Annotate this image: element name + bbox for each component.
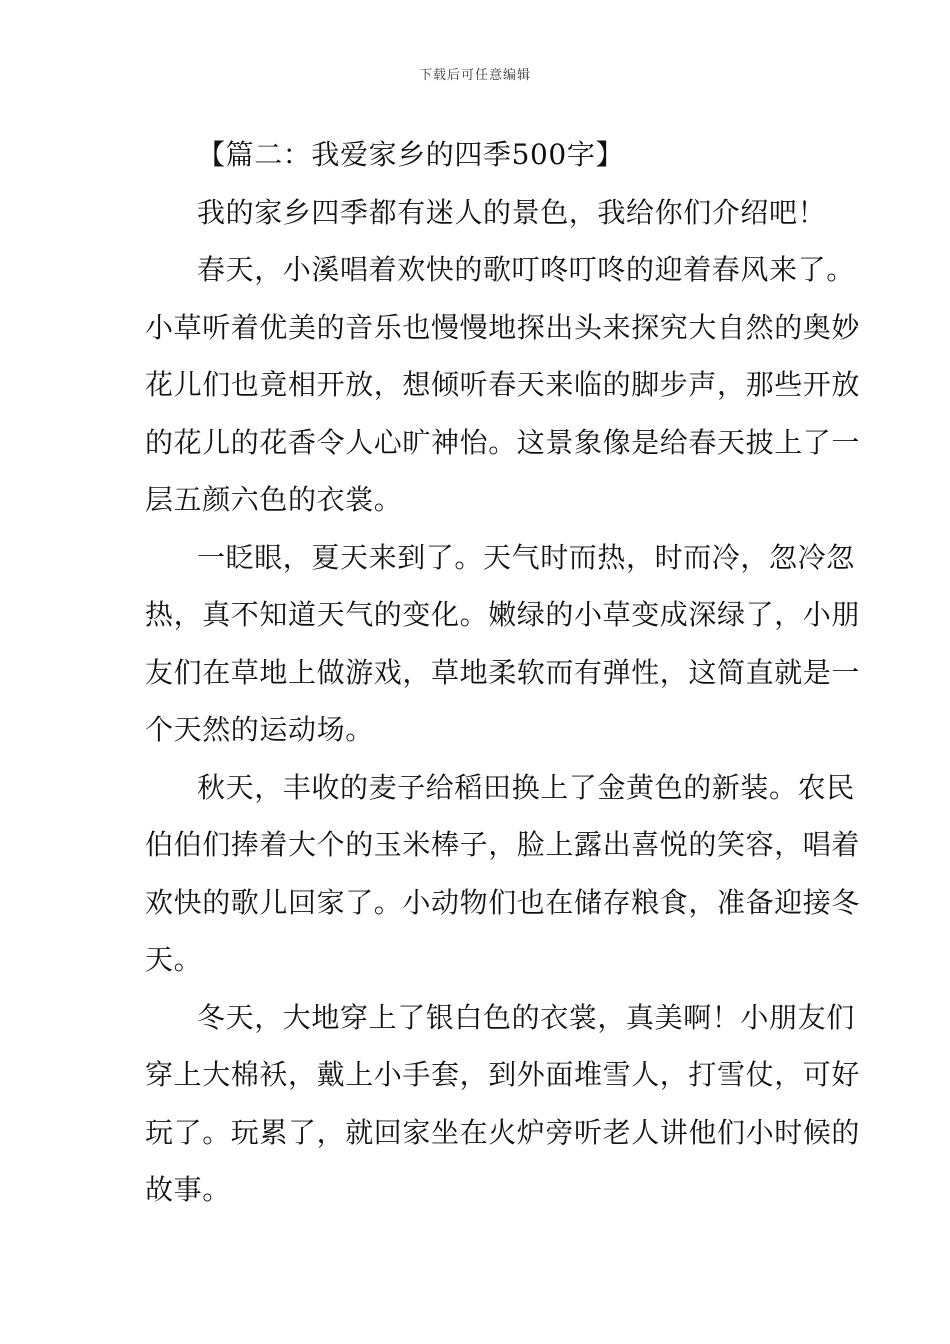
paragraph-summer-line: 个天然的运动场。 (145, 713, 374, 746)
paragraph-spring-line: 花儿们也竟相开放，想倾听春天来临的脚步声，那些开放 (145, 368, 861, 401)
paragraph-spring-line: 层五颜六色的衣裳。 (145, 483, 403, 516)
paragraph-winter-line: 故事。 (145, 1173, 231, 1206)
paragraph-summer-line: 热，真不知道天气的变化。嫩绿的小草变成深绿了，小朋 (145, 598, 861, 631)
paragraph-spring-line: 小草听着优美的音乐也慢慢地探出头来探究大自然的奥妙 (145, 310, 861, 344)
paragraph-summer-line: 一眨眼，夏天来到了。天气时而热，时而冷，忽冷忽 (197, 540, 855, 574)
article-body (145, 126, 861, 1219)
paragraph-summer-line: 友们在草地上做游戏，草地柔软而有弹性，这简直就是一 (145, 655, 861, 689)
paragraph-winter-line: 穿上大棉袄，戴上小手套，到外面堆雪人，打雪仗，可好 (145, 1058, 861, 1091)
paragraph-winter-line: 玩了。玩累了，就回家坐在火炉旁听老人讲他们小时候的 (145, 1115, 861, 1149)
paragraph-intro-line: 我的家乡四季都有迷人的景色，我给你们介绍吧！ (197, 195, 827, 229)
paragraph-spring-line: 的花儿的花香令人心旷神怡。这景象像是给春天披上了一 (145, 425, 861, 459)
paragraph-autumn-line: 伯伯们捧着大个的玉米棒子，脸上露出喜悦的笑容，唱着 (145, 828, 861, 861)
paragraph-winter-line: 冬天，大地穿上了银白色的衣裳，真美啊！小朋友们 (197, 1000, 855, 1034)
paragraph-autumn-line: 天。 (145, 943, 203, 976)
paragraph-spring-line: 春天，小溪唱着欢快的歌叮咚叮咚的迎着春风来了。 (197, 253, 855, 286)
header-note: 下载后可任意编辑 (418, 68, 531, 83)
paragraph-autumn-line: 秋天，丰收的麦子给稻田换上了金黄色的新装。农民 (197, 770, 855, 804)
article-title: 【篇二：我爱家乡的四季500字】 (197, 138, 625, 171)
paragraph-autumn-line: 欢快的歌儿回家了。小动物们也在储存粮食，准备迎接冬 (145, 885, 861, 919)
